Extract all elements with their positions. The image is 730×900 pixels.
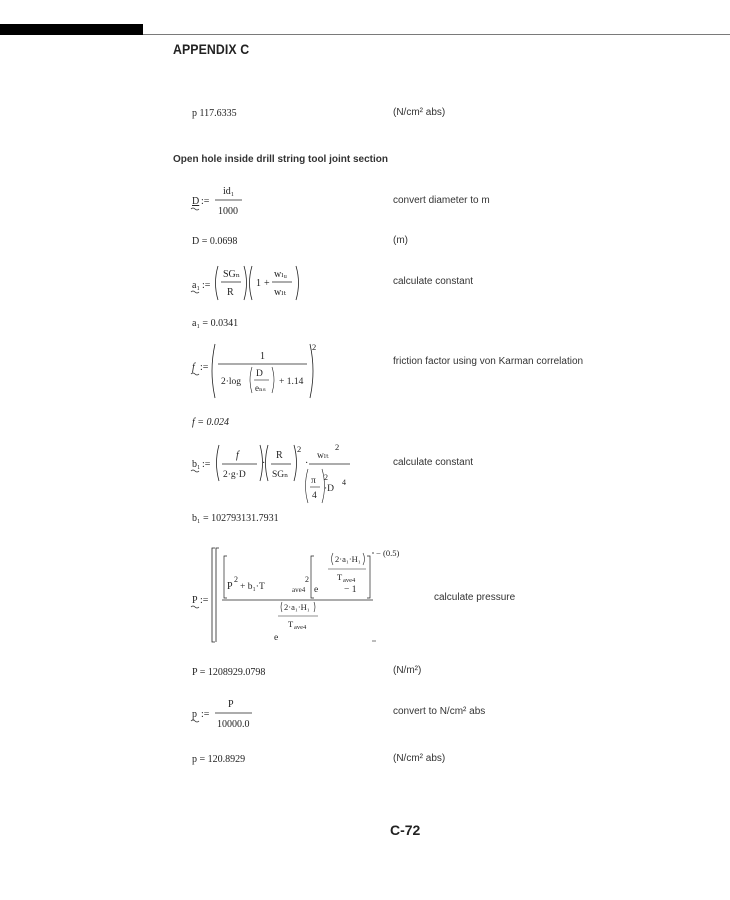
svg-text:+ b₁·T: + b₁·T: [240, 582, 265, 592]
svg-text:−: −: [376, 548, 381, 558]
comment-b1: calculate constant: [393, 457, 474, 468]
result-p-final: p = 120.8929: [192, 754, 246, 765]
result-P: P = 1208929.0798: [192, 667, 266, 678]
svg-text:ave4: ave4: [343, 577, 356, 584]
equation-f-definition: [190, 340, 325, 400]
svg-text:π: π: [311, 476, 316, 486]
appendix-title: APPENDIX C: [173, 41, 250, 57]
svg-text::=: :=: [202, 280, 211, 291]
svg-text:1: 1: [256, 278, 261, 289]
svg-text:a₁: a₁: [192, 280, 200, 291]
svg-text:2: 2: [324, 473, 328, 482]
svg-text:ave4: ave4: [292, 586, 306, 594]
svg-text:SGₙ: SGₙ: [223, 269, 241, 280]
svg-text:2: 2: [305, 575, 309, 584]
equation-p-definition: [190, 696, 260, 732]
svg-text::=: :=: [202, 459, 211, 470]
svg-text:·: ·: [305, 458, 309, 469]
svg-text::=: :=: [200, 362, 209, 373]
svg-text:eₙₛ: eₙₛ: [255, 383, 266, 393]
svg-text:R: R: [227, 287, 234, 298]
svg-text:f: f: [236, 450, 239, 461]
svg-text:4: 4: [312, 491, 317, 501]
result-a1: a₁ = 0.0341: [192, 318, 239, 329]
section-heading: Open hole inside drill string tool joint section: [173, 154, 389, 165]
num-id: id₁: [223, 186, 235, 197]
svg-text:P: P: [227, 581, 233, 592]
result-D: D = 0.0698: [192, 236, 238, 247]
svg-text:p: p: [192, 709, 197, 720]
equation-b1-definition: [190, 440, 360, 512]
svg-text:T: T: [288, 619, 294, 629]
svg-text:2: 2: [234, 575, 238, 584]
svg-text:2: 2: [297, 444, 302, 454]
svg-text:P: P: [228, 699, 234, 710]
svg-text:·D: ·D: [324, 484, 335, 494]
svg-text:R: R: [276, 450, 283, 461]
comment-p: convert to N/cm² abs: [393, 706, 486, 717]
result-b1: b₁ = 102793131.7931: [192, 513, 279, 524]
units-p-initial: (N/cm² abs): [393, 107, 446, 118]
svg-text:+ 1.14: + 1.14: [279, 377, 304, 387]
header-rule: [143, 34, 730, 35]
svg-text:e: e: [274, 633, 279, 643]
units-D: (m): [393, 235, 408, 246]
svg-text:2·log: 2·log: [221, 377, 242, 387]
svg-text:SGₙ: SGₙ: [272, 470, 289, 480]
svg-text:2·a₁·H₁: 2·a₁·H₁: [284, 602, 310, 612]
lhs-D: D: [192, 196, 200, 207]
svg-text:·: ·: [262, 458, 266, 469]
svg-text:1: 1: [260, 351, 265, 362]
svg-text:10000.0: 10000.0: [217, 719, 250, 730]
comment-a1: calculate constant: [393, 276, 474, 287]
svg-text:T: T: [337, 572, 343, 582]
comment-f: friction factor using von Karman correlation: [393, 356, 584, 367]
svg-text:+: +: [264, 278, 270, 289]
svg-text:b₁: b₁: [192, 459, 201, 470]
page-number: C-72: [390, 822, 421, 838]
svg-text:4: 4: [342, 478, 346, 487]
svg-text:P: P: [192, 595, 198, 606]
svg-text::=: :=: [201, 196, 210, 207]
result-p-initial: p 117.6335: [192, 108, 237, 119]
svg-text:D: D: [256, 369, 263, 379]
svg-text:ave4: ave4: [294, 624, 307, 631]
header-bar: [0, 24, 143, 35]
den-1000: 1000: [218, 206, 238, 217]
svg-text:− 1: − 1: [344, 585, 357, 595]
result-f: f = 0.024: [192, 417, 230, 428]
svg-text:2·a₁·H₁: 2·a₁·H₁: [335, 554, 361, 564]
equation-D-definition: [190, 183, 260, 219]
svg-text:2: 2: [335, 442, 340, 452]
svg-text:2: 2: [312, 342, 317, 352]
comment-D: convert diameter to m: [393, 195, 490, 206]
equation-P-definition: [190, 540, 405, 646]
svg-text:(0.5): (0.5): [383, 548, 400, 558]
svg-text:wₗₜ: wₗₜ: [274, 287, 287, 298]
equation-a1-definition: [190, 262, 310, 304]
svg-text:2·g·D: 2·g·D: [223, 470, 246, 480]
svg-text:e: e: [314, 585, 319, 595]
units-p-final: (N/cm² abs): [393, 753, 446, 764]
svg-text:f: f: [192, 362, 195, 373]
svg-text::=: :=: [201, 709, 210, 720]
svg-text:wₗᵤ: wₗᵤ: [274, 269, 287, 280]
svg-text:wₗₜ: wₗₜ: [317, 451, 329, 461]
comment-P: calculate pressure: [434, 592, 516, 603]
units-P: (N/m²): [393, 665, 422, 676]
svg-text::=: :=: [200, 595, 209, 606]
